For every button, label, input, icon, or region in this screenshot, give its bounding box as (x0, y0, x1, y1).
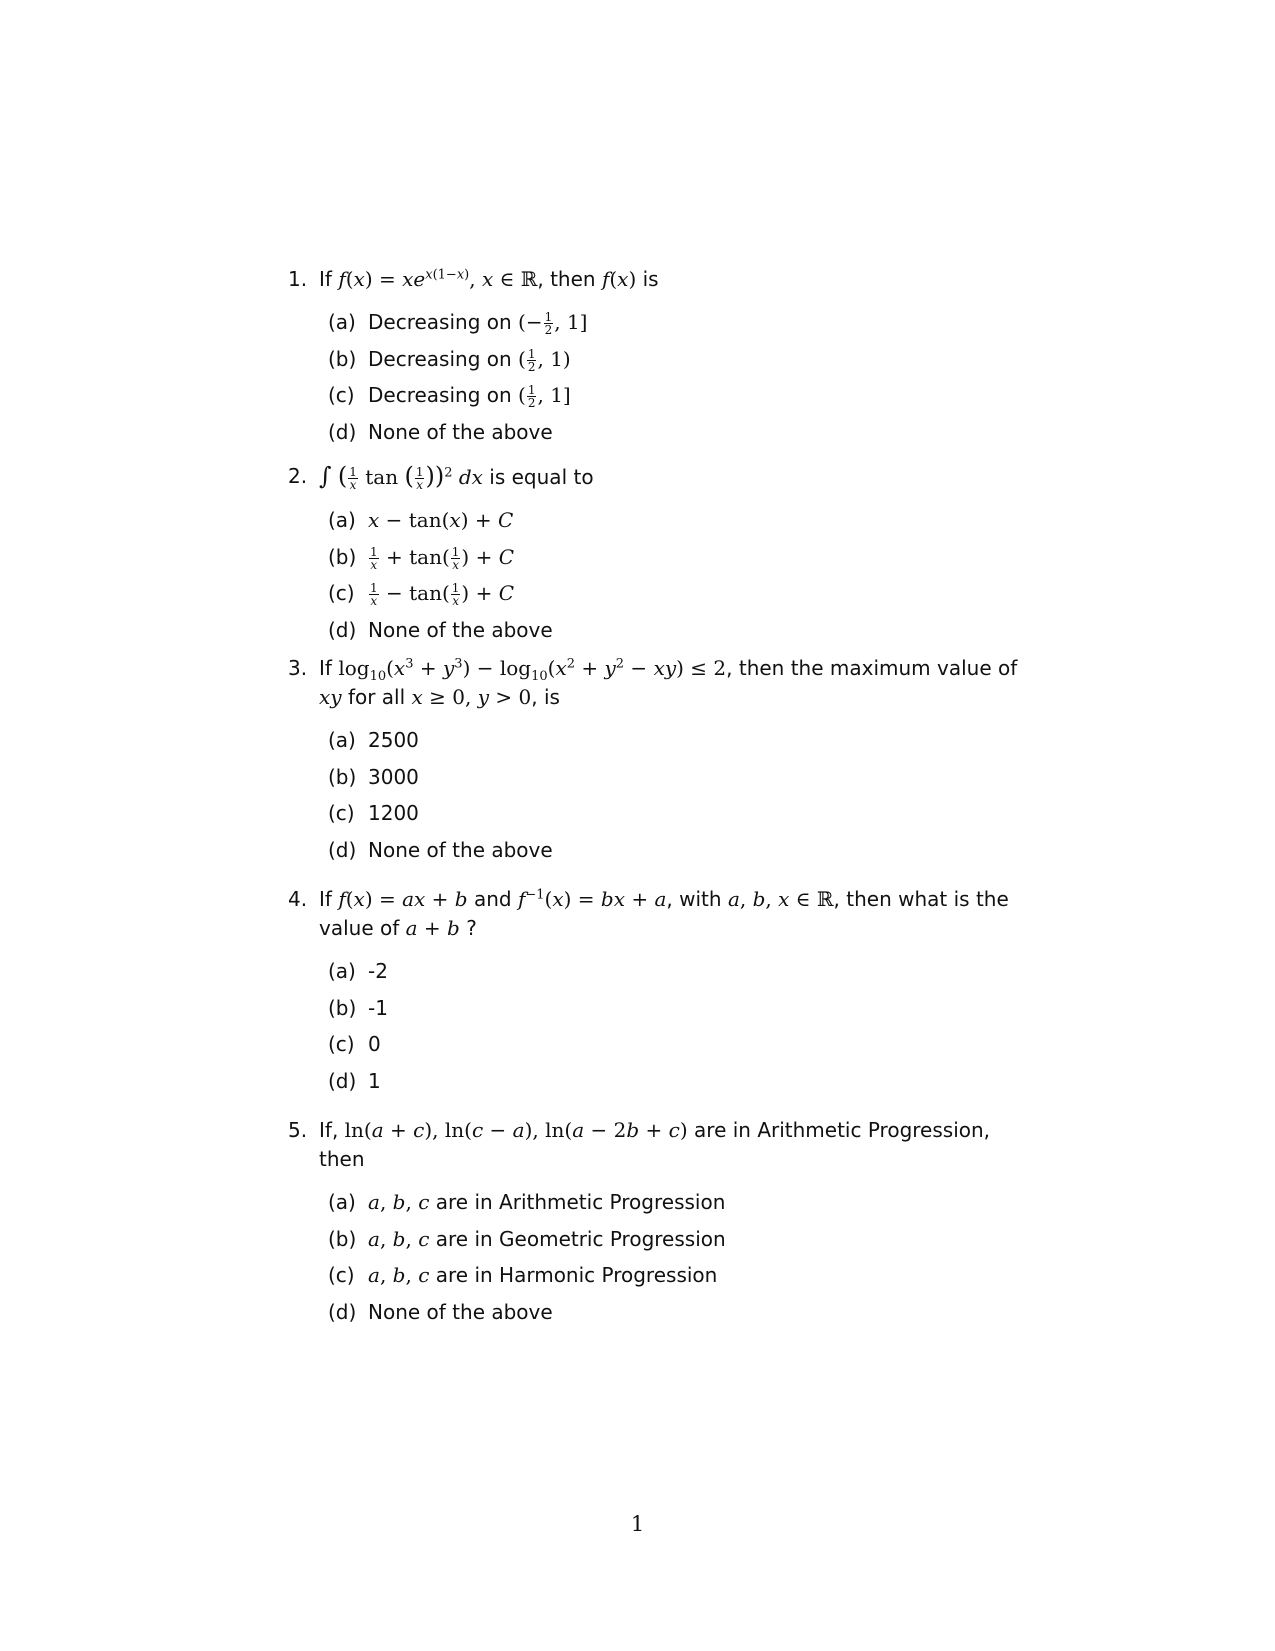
math-expression: $f^{-1}(x)$ = bx + a (517, 887, 667, 911)
question-1 (288, 265, 1028, 454)
option-c: (c) 1200 (328, 801, 419, 825)
question-stem: 5. If, ln(a + c), ln(c − a), ln(a − 2b + c) are in Arithmetic Progression, then (288, 1118, 991, 1171)
options-list (288, 957, 1028, 1103)
options-list (288, 308, 1028, 454)
question-number: 1. (288, 267, 308, 291)
option-a: (a) 2500 (328, 728, 419, 752)
math-expression: $\frac{1}{x}$ + tan( $\frac{1}{x}$ ) + C (370, 544, 514, 572)
question-number: 5. (288, 1118, 308, 1142)
question-number: 3. (288, 656, 308, 680)
option-d: (d) 1 (328, 1068, 381, 1093)
math-expression: ∫ ( $\frac{1}{x}$ tan ( $\frac{1}{x}$ ))$^2$ dx (319, 462, 483, 492)
math-expression: ln(a + c), ln(c − a), ln(a − 2b + c) (344, 1118, 688, 1142)
math-expression: $\log_{10}(x^3 + y^3) - \log_{10}(x^2 + y^2 - xy) \le 2$ (338, 656, 727, 684)
page-number: 1 (630, 1512, 645, 1536)
option-d: (d) None of the above (328, 419, 553, 444)
options-list (288, 506, 1028, 652)
question-5 (288, 1116, 1028, 1334)
question-2 (288, 462, 1028, 652)
math-expression: $f(x) = xe^{x(1-x)}$, x ∈ ℝ (338, 267, 538, 291)
option-a: (a) Decreasing on (− $\frac{1}{2}$ , 1] (328, 310, 588, 337)
option-b: (b) -1 (328, 995, 388, 1020)
option-c: (c) $\frac{1}{x}$ − tan( $\frac{1}{x}$ ) + C (328, 581, 514, 608)
math-expression: ( $\frac{1}{2}$ , 1] (518, 383, 571, 410)
math-expression: f(x) = ax + b (338, 887, 468, 911)
option-b: (b) a, b, c are in Geometric Progression (328, 1226, 726, 1251)
option-b: (b) 3000 (328, 764, 419, 789)
options-list (288, 726, 1028, 872)
math-expression: f(x) (601, 267, 637, 291)
math-expression: ( $\frac{1}{2}$ , 1) (518, 346, 571, 374)
option-a: (a) a, b, c are in Arithmetic Progression (328, 1190, 726, 1214)
question-4 (288, 885, 1028, 1103)
math-expression: a, b, x ∈ ℝ (727, 887, 834, 911)
options-list (288, 1188, 1028, 1334)
option-c: (c) Decreasing on ( $\frac{1}{2}$ , 1] (328, 383, 571, 410)
question-number: 2. (288, 464, 308, 488)
math-expression: xy (319, 685, 342, 709)
math-expression: a + b (405, 916, 460, 940)
math-expression: x − tan(x) + C (368, 508, 514, 532)
option-d: (d) None of the above (328, 837, 553, 862)
math-expression: x ≥ 0, y > 0 (411, 685, 532, 709)
option-a: (a) x − tan(x) + C (328, 508, 514, 532)
math-expression: (− $\frac{1}{2}$ , 1] (518, 310, 588, 337)
math-expression: $\frac{1}{x}$ − tan( $\frac{1}{x}$ ) + C (370, 581, 514, 608)
option-b: (b) Decreasing on ( $\frac{1}{2}$ , 1) (328, 346, 571, 374)
math-expression: a, b, c (368, 1190, 430, 1214)
question-stem: 2. ∫ ( $\frac{1}{x}$ tan ( $\frac{1}{x}$ ))$^2$ dx is equal to (288, 462, 594, 492)
option-c: (c) a, b, c are in Harmonic Progression (328, 1263, 718, 1287)
question-stem: 3. If $\log_{10}(x^3 + y^3) - \log_{10}(x^2 + y^2 - xy) \le 2$, then the maximum value of xy for all x ≥ 0, y > 0, is (288, 656, 1018, 709)
option-a: (a) -2 (328, 959, 388, 983)
math-expression: a, b, c (368, 1226, 430, 1251)
question-3 (288, 654, 1028, 872)
question-stem: 4. If f(x) = ax + b and $f^{-1}(x)$ = bx + a, with a, b, x ∈ ℝ, then what is the value of a + b ? (288, 887, 1009, 940)
question-stem: 1. If $f(x) = xe^{x(1-x)}$, x ∈ ℝ, then f(x) is (288, 265, 1028, 294)
option-b: (b) $\frac{1}{x}$ + tan( $\frac{1}{x}$ ) + C (328, 544, 514, 572)
option-d: (d) None of the above (328, 1299, 553, 1324)
math-expression: a, b, c (368, 1263, 430, 1287)
option-d: (d) None of the above (328, 617, 553, 642)
question-number: 4. (288, 887, 308, 911)
option-c: (c) 0 (328, 1032, 381, 1056)
